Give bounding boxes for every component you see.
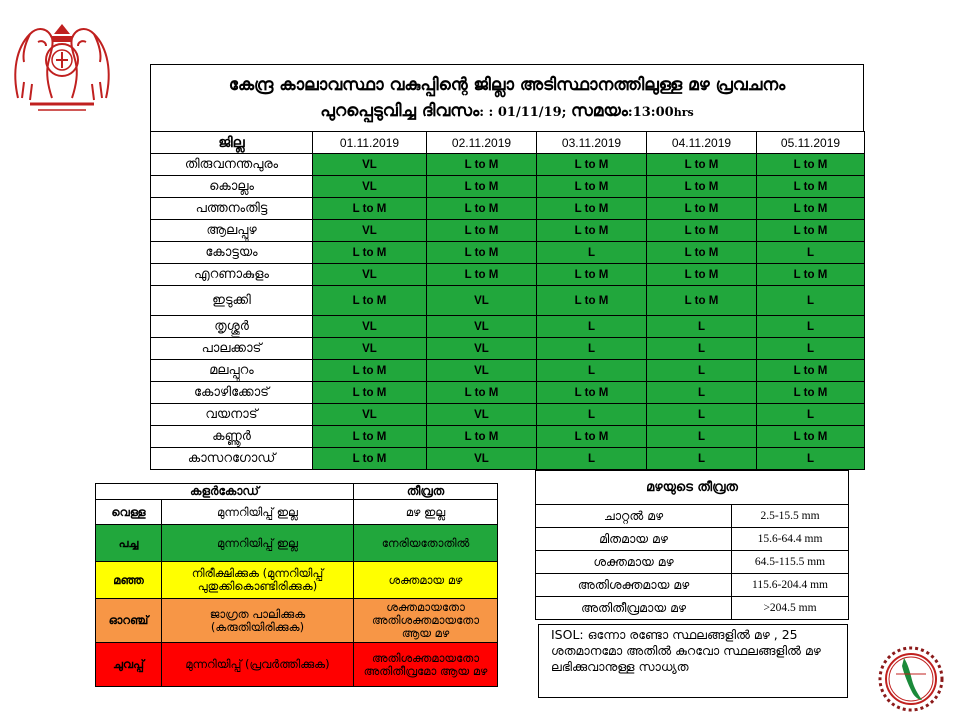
forecast-cell: VL: [313, 338, 427, 360]
forecast-header-row: [151, 132, 865, 154]
district-row: [151, 426, 865, 448]
forecast-cell: L to M: [427, 198, 537, 220]
forecast-cell: L to M: [427, 176, 537, 198]
forecast-cell: L to M: [757, 220, 865, 242]
forecast-cell: VL: [427, 404, 537, 426]
forecast-cell: L to M: [757, 264, 865, 286]
district-header: ജില്ല: [151, 132, 313, 154]
district-row: [151, 286, 865, 316]
date-header: 01.11.2019: [313, 132, 427, 154]
forecast-cell: L: [647, 448, 757, 470]
forecast-panel: [150, 64, 864, 466]
district-row: [151, 198, 865, 220]
forecast-cell: L to M: [427, 242, 537, 264]
intensity-label: അതിതീവ്രമായ മഴ: [536, 597, 732, 620]
legend-severity: ശക്തമായ മഴ: [354, 562, 498, 599]
district-name: കോഴിക്കോട്: [151, 382, 313, 404]
forecast-cell: L to M: [757, 154, 865, 176]
legend-warning: മുന്നറിയിപ്പ് ഇല്ല: [162, 500, 354, 525]
forecast-cell: L to M: [757, 426, 865, 448]
forecast-cell: L: [757, 404, 865, 426]
time-label: സമയം: [570, 101, 628, 121]
forecast-cell: L: [757, 316, 865, 338]
district-row: [151, 382, 865, 404]
date-header: 05.11.2019: [757, 132, 865, 154]
legend-severity: നേരിയതോതിൽ: [354, 525, 498, 562]
forecast-cell: L: [537, 316, 647, 338]
forecast-cell: L to M: [757, 360, 865, 382]
forecast-cell: L to M: [647, 176, 757, 198]
forecast-cell: L to M: [313, 382, 427, 404]
legend-row: [96, 500, 498, 525]
legend-row: [96, 599, 498, 643]
legend-color-name: ഓറഞ്ച്: [96, 599, 162, 643]
forecast-cell: VL: [313, 264, 427, 286]
forecast-cell: L: [647, 316, 757, 338]
forecast-cell: VL: [427, 316, 537, 338]
forecast-cell: L: [537, 448, 647, 470]
forecast-title: [151, 65, 863, 131]
forecast-cell: L: [647, 360, 757, 382]
date-header: 03.11.2019: [537, 132, 647, 154]
forecast-cell: VL: [313, 154, 427, 176]
forecast-cell: L: [757, 242, 865, 264]
forecast-cell: L: [647, 426, 757, 448]
district-name: തിരുവനന്തപുരം: [151, 154, 313, 176]
time-unit: hrs: [673, 106, 694, 119]
forecast-cell: L: [537, 338, 647, 360]
forecast-cell: L: [537, 360, 647, 382]
forecast-cell: VL: [427, 286, 537, 316]
forecast-cell: L: [757, 338, 865, 360]
district-name: കോട്ടയം: [151, 242, 313, 264]
forecast-cell: L to M: [537, 220, 647, 242]
intensity-range: 2.5-15.5 mm: [732, 505, 849, 528]
issued-label: പുറപ്പെടുവിച്ച ദിവസം: [320, 101, 480, 121]
district-name: പത്തനംതിട്ട: [151, 198, 313, 220]
intensity-row: [536, 597, 849, 620]
forecast-cell: L to M: [313, 448, 427, 470]
forecast-cell: VL: [313, 176, 427, 198]
forecast-cell: L to M: [647, 220, 757, 242]
forecast-cell: L to M: [537, 286, 647, 316]
district-row: [151, 220, 865, 242]
district-row: [151, 360, 865, 382]
legend-severity: ശക്തമായതോ അതിശക്തമായതോ ആയ മഴ: [354, 599, 498, 643]
district-row: [151, 404, 865, 426]
forecast-cell: L to M: [647, 198, 757, 220]
district-row: [151, 316, 865, 338]
forecast-cell: VL: [313, 316, 427, 338]
district-row: [151, 448, 865, 470]
legend-warning: നിരീക്ഷിക്കുക (മുന്നറിയിപ്പ് പുതുക്കികൊണ്ടിരിക്കുക): [162, 562, 354, 599]
legend-warning: മുന്നറിയിപ്പ് ഇല്ല: [162, 525, 354, 562]
forecast-cell: L to M: [313, 198, 427, 220]
intensity-header-row: [536, 471, 849, 505]
forecast-cell: L to M: [427, 264, 537, 286]
forecast-cell: L to M: [647, 264, 757, 286]
intensity-range: 64.5-115.5 mm: [732, 551, 849, 574]
forecast-cell: L: [537, 404, 647, 426]
legend-row: [96, 525, 498, 562]
forecast-cell: L: [647, 404, 757, 426]
district-name: ആലപ്പുഴ: [151, 220, 313, 242]
ksdma-logo: [876, 644, 946, 714]
intensity-row: [536, 551, 849, 574]
legend-color-name: പച്ച: [96, 525, 162, 562]
legend-severity: മഴ ഇല്ല: [354, 500, 498, 525]
forecast-cell: L to M: [647, 154, 757, 176]
intensity-label: ശക്തമായ മഴ: [536, 551, 732, 574]
forecast-cell: L to M: [647, 242, 757, 264]
legend-colorcode-header: കളർകോഡ്: [96, 484, 354, 500]
forecast-cell: L: [647, 338, 757, 360]
forecast-table: [150, 131, 865, 470]
legend-color-name: ചുവപ്പ്: [96, 643, 162, 687]
title-line1: കേന്ദ്ര കാലാവസ്ഥാ വകുപ്പിന്റെ ജില്ലാ അടിസ്ഥാനത്തിലുള്ള മഴ പ്രവചനം: [228, 75, 786, 95]
forecast-cell: L to M: [757, 382, 865, 404]
forecast-cell: L to M: [537, 426, 647, 448]
forecast-cell: L: [757, 448, 865, 470]
forecast-cell: L to M: [313, 426, 427, 448]
isol-note: ISOL: ഒന്നോ രണ്ടോ സ്ഥലങ്ങളിൽ മഴ , 25 ശതമാനമോ അതിൽ കുറവോ സ്ഥലങ്ങളിൽ മഴ ലഭിക്കുവാനുള്ള സാധ്യത: [538, 624, 848, 698]
district-row: [151, 154, 865, 176]
forecast-cell: VL: [427, 360, 537, 382]
district-name: കൊല്ലം: [151, 176, 313, 198]
forecast-cell: L to M: [313, 242, 427, 264]
district-name: കാസറഗോഡ്: [151, 448, 313, 470]
legend-warning: മുന്നറിയിപ്പ് (പ്രവർത്തിക്കുക): [162, 643, 354, 687]
district-name: വയനാട്: [151, 404, 313, 426]
forecast-cell: L to M: [427, 426, 537, 448]
forecast-cell: VL: [313, 404, 427, 426]
intensity-label: അതിശക്തമായ മഴ: [536, 574, 732, 597]
intensity-range: >204.5 mm: [732, 597, 849, 620]
intensity-range: 115.6-204.4 mm: [732, 574, 849, 597]
intensity-range: 15.6-64.4 mm: [732, 528, 849, 551]
forecast-cell: L to M: [427, 220, 537, 242]
legend-row: [96, 562, 498, 599]
district-name: പാലക്കാട്: [151, 338, 313, 360]
forecast-cell: L to M: [313, 360, 427, 382]
time-value: :13:00: [627, 105, 674, 120]
legend-color-name: മഞ്ഞ: [96, 562, 162, 599]
district-name: തൃശ്ശൂർ: [151, 316, 313, 338]
forecast-cell: VL: [427, 448, 537, 470]
forecast-cell: L to M: [537, 176, 647, 198]
district-name: മലപ്പുറം: [151, 360, 313, 382]
intensity-row: [536, 574, 849, 597]
forecast-cell: L to M: [757, 198, 865, 220]
district-row: [151, 176, 865, 198]
legend-severity: അതിശക്തമായതോ അതിതീവ്രമോ ആയ മഴ: [354, 643, 498, 687]
forecast-cell: L to M: [427, 154, 537, 176]
intensity-label: ചാറ്റൽ മഴ: [536, 505, 732, 528]
district-row: [151, 264, 865, 286]
forecast-cell: L to M: [427, 382, 537, 404]
date-header: 04.11.2019: [647, 132, 757, 154]
legend-header-row: [96, 484, 498, 500]
district-row: [151, 242, 865, 264]
forecast-cell: L: [757, 286, 865, 316]
legend-severity-header: തീവ്രത: [354, 484, 498, 500]
forecast-cell: VL: [427, 338, 537, 360]
forecast-cell: L to M: [537, 154, 647, 176]
district-name: കണ്ണൂർ: [151, 426, 313, 448]
rain-intensity-table: [535, 470, 849, 620]
forecast-cell: L: [537, 242, 647, 264]
forecast-cell: L to M: [537, 198, 647, 220]
intensity-label: മിതമായ മഴ: [536, 528, 732, 551]
forecast-cell: L to M: [647, 286, 757, 316]
legend-color-name: വെള്ള: [96, 500, 162, 525]
intensity-row: [536, 505, 849, 528]
forecast-cell: L to M: [757, 176, 865, 198]
intensity-row: [536, 528, 849, 551]
district-name: എറണാകുളം: [151, 264, 313, 286]
title-line2: [151, 98, 863, 126]
color-code-legend: [95, 483, 498, 687]
intensity-title: മഴയുടെ തീവ്രത: [536, 471, 849, 505]
legend-warning: ജാഗ്രത പാലിക്കുക (കരുതിയിരിക്കുക): [162, 599, 354, 643]
forecast-cell: L to M: [313, 286, 427, 316]
legend-row: [96, 643, 498, 687]
date-header: 02.11.2019: [427, 132, 537, 154]
forecast-cell: L to M: [537, 382, 647, 404]
forecast-cell: VL: [313, 220, 427, 242]
district-row: [151, 338, 865, 360]
forecast-cell: L to M: [537, 264, 647, 286]
kerala-emblem-logo: [8, 12, 116, 116]
district-name: ഇടുക്കി: [151, 286, 313, 316]
forecast-cell: L: [647, 382, 757, 404]
issued-value: : : 01/11/19;: [479, 105, 571, 120]
